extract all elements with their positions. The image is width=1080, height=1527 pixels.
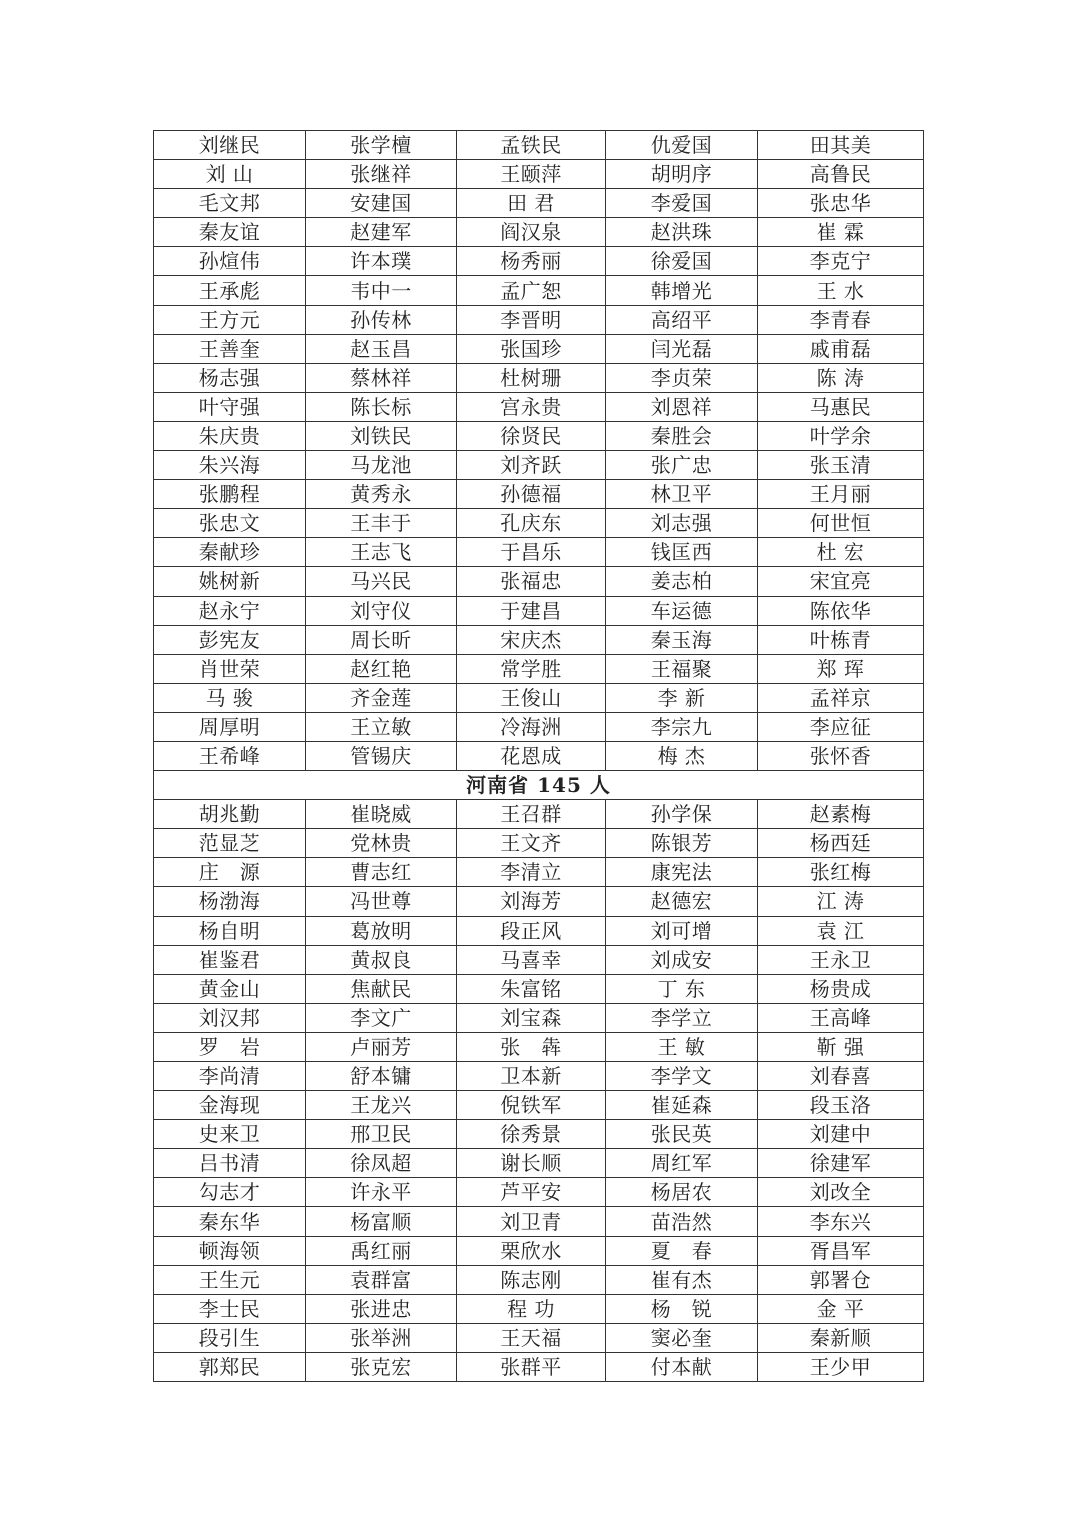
name-cell: 杨志强 bbox=[154, 363, 306, 392]
name-cell: 王龙兴 bbox=[306, 1091, 457, 1120]
name-cell: 姚树新 bbox=[154, 567, 306, 596]
name-cell: 马兴民 bbox=[306, 567, 457, 596]
table-row bbox=[154, 1091, 924, 1120]
name-cell: 刘海芳 bbox=[457, 887, 606, 916]
name-cell: 杨渤海 bbox=[154, 887, 306, 916]
name-cell: 车运德 bbox=[606, 596, 758, 625]
name-cell: 张民英 bbox=[606, 1120, 758, 1149]
table-row bbox=[154, 451, 924, 480]
name-cell: 秦东华 bbox=[154, 1207, 306, 1236]
name-cell: 杨贵成 bbox=[758, 974, 924, 1003]
table-row bbox=[154, 1178, 924, 1207]
name-cell: 黄秀永 bbox=[306, 480, 457, 509]
name-cell: 张玉清 bbox=[758, 451, 924, 480]
name-cell: 刘继民 bbox=[154, 131, 306, 160]
table-row bbox=[154, 305, 924, 334]
name-cell: 阎汉泉 bbox=[457, 218, 606, 247]
name-cell: 王承彪 bbox=[154, 276, 306, 305]
name-list-body bbox=[154, 131, 924, 1382]
name-cell: 张忠华 bbox=[758, 189, 924, 218]
name-cell: 谢长顺 bbox=[457, 1149, 606, 1178]
name-cell: 宋宜亮 bbox=[758, 567, 924, 596]
name-cell: 秦胜会 bbox=[606, 421, 758, 450]
table-row bbox=[154, 276, 924, 305]
name-cell: 葛放明 bbox=[306, 916, 457, 945]
name-cell: 陈依华 bbox=[758, 596, 924, 625]
name-cell: 李东兴 bbox=[758, 1207, 924, 1236]
name-cell: 王永卫 bbox=[758, 945, 924, 974]
name-cell: 朱兴海 bbox=[154, 451, 306, 480]
name-cell: 舒本镛 bbox=[306, 1062, 457, 1091]
name-cell: 陈志刚 bbox=[457, 1265, 606, 1294]
name-cell: 郭署仓 bbox=[758, 1265, 924, 1294]
name-cell: 李克宁 bbox=[758, 247, 924, 276]
name-cell: 蔡林祥 bbox=[306, 363, 457, 392]
name-cell: 袁 江 bbox=[758, 916, 924, 945]
name-cell: 赵洪珠 bbox=[606, 218, 758, 247]
name-cell: 王 敏 bbox=[606, 1032, 758, 1061]
name-cell: 张红梅 bbox=[758, 858, 924, 887]
name-cell: 王立敏 bbox=[306, 712, 457, 741]
table-row bbox=[154, 974, 924, 1003]
name-cell: 庄 源 bbox=[154, 858, 306, 887]
name-cell: 叶栋青 bbox=[758, 625, 924, 654]
table-row bbox=[154, 1323, 924, 1352]
name-cell: 马龙池 bbox=[306, 451, 457, 480]
name-cell: 赵德宏 bbox=[606, 887, 758, 916]
name-cell: 李学文 bbox=[606, 1062, 758, 1091]
name-cell: 钱匡西 bbox=[606, 538, 758, 567]
name-cell: 夏 春 bbox=[606, 1236, 758, 1265]
name-cell: 王丰于 bbox=[306, 509, 457, 538]
name-cell: 赵建军 bbox=[306, 218, 457, 247]
name-cell: 胡兆勤 bbox=[154, 800, 306, 829]
name-cell: 韩增光 bbox=[606, 276, 758, 305]
name-cell: 王生元 bbox=[154, 1265, 306, 1294]
name-cell: 杨居农 bbox=[606, 1178, 758, 1207]
name-cell: 张继祥 bbox=[306, 160, 457, 189]
table-row bbox=[154, 858, 924, 887]
name-cell: 金 平 bbox=[758, 1294, 924, 1323]
name-cell: 田 君 bbox=[457, 189, 606, 218]
name-cell: 刘可增 bbox=[606, 916, 758, 945]
name-cell: 金海现 bbox=[154, 1091, 306, 1120]
name-cell: 顿海领 bbox=[154, 1236, 306, 1265]
name-cell: 花恩成 bbox=[457, 741, 606, 770]
name-cell: 马惠民 bbox=[758, 392, 924, 421]
table-row bbox=[154, 392, 924, 421]
name-cell: 张群平 bbox=[457, 1352, 606, 1381]
table-row bbox=[154, 945, 924, 974]
name-cell: 张进忠 bbox=[306, 1294, 457, 1323]
name-cell: 孙德福 bbox=[457, 480, 606, 509]
name-cell: 宫永贵 bbox=[457, 392, 606, 421]
table-row bbox=[154, 916, 924, 945]
name-cell: 卫本新 bbox=[457, 1062, 606, 1091]
name-cell: 戚甫磊 bbox=[758, 334, 924, 363]
name-cell: 安建国 bbox=[306, 189, 457, 218]
name-cell: 胥昌军 bbox=[758, 1236, 924, 1265]
name-cell: 陈 涛 bbox=[758, 363, 924, 392]
name-cell: 马 骏 bbox=[154, 683, 306, 712]
table-row bbox=[154, 829, 924, 858]
name-cell: 康宪法 bbox=[606, 858, 758, 887]
name-cell: 高绍平 bbox=[606, 305, 758, 334]
name-cell: 袁群富 bbox=[306, 1265, 457, 1294]
name-cell: 叶学余 bbox=[758, 421, 924, 450]
name-cell: 秦友谊 bbox=[154, 218, 306, 247]
name-cell: 宋庆杰 bbox=[457, 625, 606, 654]
name-cell: 李爱国 bbox=[606, 189, 758, 218]
name-cell: 李尚清 bbox=[154, 1062, 306, 1091]
name-cell: 刘齐跃 bbox=[457, 451, 606, 480]
name-cell: 李学立 bbox=[606, 1003, 758, 1032]
name-cell: 杨自明 bbox=[154, 916, 306, 945]
name-cell: 王天福 bbox=[457, 1323, 606, 1352]
name-cell: 陈长标 bbox=[306, 392, 457, 421]
name-cell: 周厚明 bbox=[154, 712, 306, 741]
name-cell: 张国珍 bbox=[457, 334, 606, 363]
name-cell: 高鲁民 bbox=[758, 160, 924, 189]
name-cell: 韦中一 bbox=[306, 276, 457, 305]
name-cell: 刘铁民 bbox=[306, 421, 457, 450]
name-cell: 杨秀丽 bbox=[457, 247, 606, 276]
name-cell: 冯世尊 bbox=[306, 887, 457, 916]
name-cell: 赵红艳 bbox=[306, 654, 457, 683]
table-row bbox=[154, 741, 924, 770]
name-cell: 赵永宁 bbox=[154, 596, 306, 625]
name-cell: 付本献 bbox=[606, 1352, 758, 1381]
name-cell: 姜志柏 bbox=[606, 567, 758, 596]
name-cell: 林卫平 bbox=[606, 480, 758, 509]
name-cell: 郭郑民 bbox=[154, 1352, 306, 1381]
name-cell: 王少甲 bbox=[758, 1352, 924, 1381]
name-cell: 王召群 bbox=[457, 800, 606, 829]
name-cell: 勾志才 bbox=[154, 1178, 306, 1207]
name-cell: 王月丽 bbox=[758, 480, 924, 509]
name-list-table bbox=[153, 130, 924, 1382]
name-cell: 崔晓威 bbox=[306, 800, 457, 829]
table-row bbox=[154, 218, 924, 247]
name-cell: 徐秀景 bbox=[457, 1120, 606, 1149]
table-row bbox=[154, 1265, 924, 1294]
name-cell: 李宗九 bbox=[606, 712, 758, 741]
name-cell: 孙传林 bbox=[306, 305, 457, 334]
name-cell: 于建昌 bbox=[457, 596, 606, 625]
name-cell: 丁 东 bbox=[606, 974, 758, 1003]
table-row bbox=[154, 538, 924, 567]
table-row bbox=[154, 1352, 924, 1381]
name-cell: 史来卫 bbox=[154, 1120, 306, 1149]
name-cell: 芦平安 bbox=[457, 1178, 606, 1207]
name-cell: 吕书清 bbox=[154, 1149, 306, 1178]
name-cell: 栗欣水 bbox=[457, 1236, 606, 1265]
table-row bbox=[154, 363, 924, 392]
table-row bbox=[154, 334, 924, 363]
name-cell: 刘宝森 bbox=[457, 1003, 606, 1032]
name-cell: 张怀香 bbox=[758, 741, 924, 770]
name-cell: 杨富顺 bbox=[306, 1207, 457, 1236]
name-cell: 曹志红 bbox=[306, 858, 457, 887]
name-cell: 焦献民 bbox=[306, 974, 457, 1003]
name-cell: 黄金山 bbox=[154, 974, 306, 1003]
name-cell: 王文齐 bbox=[457, 829, 606, 858]
name-cell: 李贞荣 bbox=[606, 363, 758, 392]
name-cell: 李清立 bbox=[457, 858, 606, 887]
name-cell: 徐凤超 bbox=[306, 1149, 457, 1178]
name-cell: 范显芝 bbox=[154, 829, 306, 858]
name-cell: 黄叔良 bbox=[306, 945, 457, 974]
name-cell: 王高峰 bbox=[758, 1003, 924, 1032]
name-cell: 张学檀 bbox=[306, 131, 457, 160]
name-cell: 陈银芳 bbox=[606, 829, 758, 858]
name-cell: 秦献珍 bbox=[154, 538, 306, 567]
name-cell: 许永平 bbox=[306, 1178, 457, 1207]
table-row bbox=[154, 1236, 924, 1265]
name-cell: 孔庆东 bbox=[457, 509, 606, 538]
name-cell: 段正风 bbox=[457, 916, 606, 945]
name-cell: 刘改全 bbox=[758, 1178, 924, 1207]
name-cell: 段引生 bbox=[154, 1323, 306, 1352]
name-cell: 刘恩祥 bbox=[606, 392, 758, 421]
name-cell: 秦新顺 bbox=[758, 1323, 924, 1352]
name-cell: 禹红丽 bbox=[306, 1236, 457, 1265]
name-cell: 李士民 bbox=[154, 1294, 306, 1323]
table-row bbox=[154, 509, 924, 538]
name-cell: 梅 杰 bbox=[606, 741, 758, 770]
name-cell: 田其美 bbox=[758, 131, 924, 160]
table-row bbox=[154, 712, 924, 741]
table-row bbox=[154, 567, 924, 596]
name-cell: 李 新 bbox=[606, 683, 758, 712]
name-cell: 赵素梅 bbox=[758, 800, 924, 829]
name-cell: 李晋明 bbox=[457, 305, 606, 334]
table-row bbox=[154, 160, 924, 189]
name-cell: 刘成安 bbox=[606, 945, 758, 974]
name-cell: 王方元 bbox=[154, 305, 306, 334]
table-row bbox=[154, 1062, 924, 1091]
name-cell: 郑 珲 bbox=[758, 654, 924, 683]
name-cell: 许本璞 bbox=[306, 247, 457, 276]
name-cell: 刘守仪 bbox=[306, 596, 457, 625]
section-heading-row bbox=[154, 771, 924, 800]
name-cell: 管锡庆 bbox=[306, 741, 457, 770]
name-cell: 李文广 bbox=[306, 1003, 457, 1032]
name-cell: 王善奎 bbox=[154, 334, 306, 363]
name-cell: 赵玉昌 bbox=[306, 334, 457, 363]
table-row bbox=[154, 683, 924, 712]
name-cell: 杨西廷 bbox=[758, 829, 924, 858]
table-row bbox=[154, 1149, 924, 1178]
name-cell: 胡明序 bbox=[606, 160, 758, 189]
name-cell: 王希峰 bbox=[154, 741, 306, 770]
name-cell: 秦玉海 bbox=[606, 625, 758, 654]
section-heading: 河南省 145 人 bbox=[154, 771, 924, 800]
name-cell: 王福聚 bbox=[606, 654, 758, 683]
name-cell: 孟铁民 bbox=[457, 131, 606, 160]
name-cell: 毛文邦 bbox=[154, 189, 306, 218]
table-row bbox=[154, 625, 924, 654]
name-cell: 孟广恕 bbox=[457, 276, 606, 305]
name-cell: 段玉洛 bbox=[758, 1091, 924, 1120]
name-cell: 王颐萍 bbox=[457, 160, 606, 189]
name-cell: 张广忠 bbox=[606, 451, 758, 480]
name-cell: 崔鉴君 bbox=[154, 945, 306, 974]
table-row bbox=[154, 1207, 924, 1236]
name-cell: 王志飞 bbox=[306, 538, 457, 567]
name-cell: 齐金莲 bbox=[306, 683, 457, 712]
name-cell: 徐爱国 bbox=[606, 247, 758, 276]
table-row bbox=[154, 1120, 924, 1149]
name-cell: 徐建军 bbox=[758, 1149, 924, 1178]
name-cell: 朱庆贵 bbox=[154, 421, 306, 450]
table-row bbox=[154, 247, 924, 276]
name-cell: 朱富铭 bbox=[457, 974, 606, 1003]
name-cell: 党林贵 bbox=[306, 829, 457, 858]
name-cell: 张 犇 bbox=[457, 1032, 606, 1061]
name-cell: 刘汉邦 bbox=[154, 1003, 306, 1032]
table-row bbox=[154, 800, 924, 829]
name-cell: 刘卫青 bbox=[457, 1207, 606, 1236]
name-cell: 于昌乐 bbox=[457, 538, 606, 567]
name-cell: 杨 锐 bbox=[606, 1294, 758, 1323]
name-cell: 苗浩然 bbox=[606, 1207, 758, 1236]
name-cell: 李应征 bbox=[758, 712, 924, 741]
name-cell: 靳 强 bbox=[758, 1032, 924, 1061]
name-cell: 闫光磊 bbox=[606, 334, 758, 363]
name-cell: 常学胜 bbox=[457, 654, 606, 683]
name-cell: 彭宪友 bbox=[154, 625, 306, 654]
name-cell: 张忠文 bbox=[154, 509, 306, 538]
name-cell: 张克宏 bbox=[306, 1352, 457, 1381]
name-cell: 窦必奎 bbox=[606, 1323, 758, 1352]
name-cell: 江 涛 bbox=[758, 887, 924, 916]
table-row bbox=[154, 654, 924, 683]
name-cell: 王俊山 bbox=[457, 683, 606, 712]
name-cell: 张福忠 bbox=[457, 567, 606, 596]
name-cell: 刘建中 bbox=[758, 1120, 924, 1149]
name-cell: 李青春 bbox=[758, 305, 924, 334]
name-cell: 周红军 bbox=[606, 1149, 758, 1178]
name-cell: 张鹏程 bbox=[154, 480, 306, 509]
name-cell: 刘志强 bbox=[606, 509, 758, 538]
name-cell: 冷海洲 bbox=[457, 712, 606, 741]
name-cell: 马喜幸 bbox=[457, 945, 606, 974]
table-row bbox=[154, 887, 924, 916]
table-row bbox=[154, 189, 924, 218]
name-cell: 何世恒 bbox=[758, 509, 924, 538]
name-cell: 杜树珊 bbox=[457, 363, 606, 392]
name-cell: 邢卫民 bbox=[306, 1120, 457, 1149]
name-cell: 孙学保 bbox=[606, 800, 758, 829]
name-cell: 卢丽芳 bbox=[306, 1032, 457, 1061]
name-cell: 肖世荣 bbox=[154, 654, 306, 683]
table-row bbox=[154, 1003, 924, 1032]
table-row bbox=[154, 131, 924, 160]
table-row bbox=[154, 1294, 924, 1323]
table-row bbox=[154, 421, 924, 450]
name-cell: 杜 宏 bbox=[758, 538, 924, 567]
name-cell: 徐贤民 bbox=[457, 421, 606, 450]
name-cell: 崔有杰 bbox=[606, 1265, 758, 1294]
table-row bbox=[154, 480, 924, 509]
name-cell: 程 功 bbox=[457, 1294, 606, 1323]
name-cell: 倪铁军 bbox=[457, 1091, 606, 1120]
name-cell: 崔 霖 bbox=[758, 218, 924, 247]
name-cell: 罗 岩 bbox=[154, 1032, 306, 1061]
name-cell: 孟祥京 bbox=[758, 683, 924, 712]
name-cell: 周长昕 bbox=[306, 625, 457, 654]
name-cell: 孙煊伟 bbox=[154, 247, 306, 276]
table-row bbox=[154, 1032, 924, 1061]
name-cell: 张举洲 bbox=[306, 1323, 457, 1352]
table-row bbox=[154, 596, 924, 625]
name-cell: 刘春喜 bbox=[758, 1062, 924, 1091]
name-cell: 崔延森 bbox=[606, 1091, 758, 1120]
name-cell: 王 水 bbox=[758, 276, 924, 305]
name-cell: 叶守强 bbox=[154, 392, 306, 421]
name-cell: 仇爱国 bbox=[606, 131, 758, 160]
name-cell: 刘 山 bbox=[154, 160, 306, 189]
